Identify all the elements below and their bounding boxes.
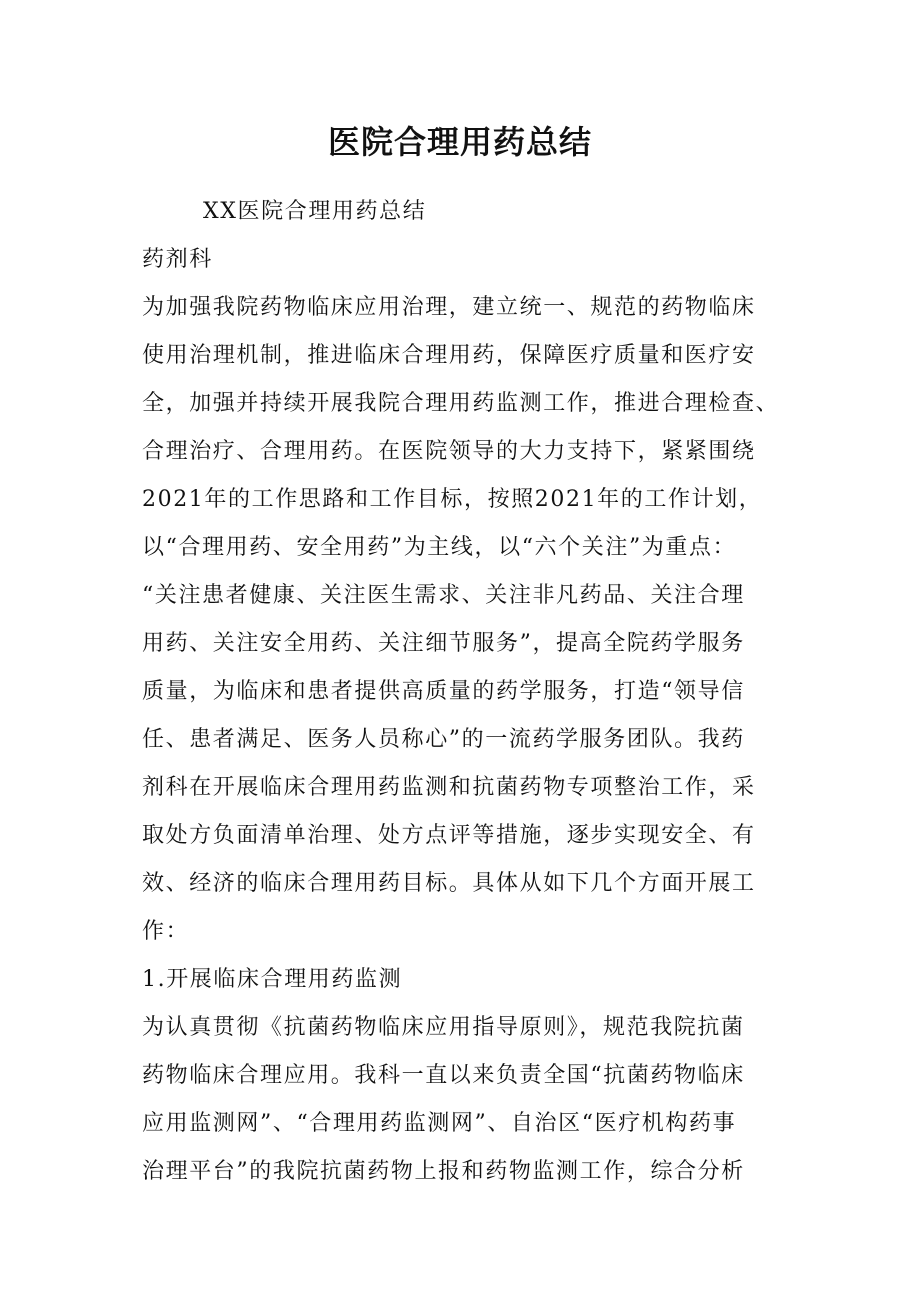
section-line: 应用监测网”、“合理用药监测网”、自治区“医疗机构药事 [142,1111,737,1136]
intro-line: 使用治理机制，推进临床合理用药，保障医疗质量和医疗安 [142,343,756,368]
intro-line: 以“合理用药、安全用药”为主线，以“六个关注”为重点： [142,535,737,560]
section-line: 药物临床合理应用。我科一直以来负责全国“抗菌药物临床 [142,1063,745,1088]
document-subtitle: XX医院合理用药总结 [203,199,427,224]
intro-line: 用药、关注安全用药、关注细节服务”，提高全院药学服务 [142,631,745,656]
intro-line: 2021年的工作思路和工作目标，按照2021年的工作计划， [142,487,763,512]
intro-line: 效、经济的临床合理用药目标。具体从如下几个方面开展工 [142,871,756,896]
intro-line: 全，加强并持续开展我院合理用药监测工作，推进合理检查、 [142,391,780,416]
section-heading: 1.开展临床合理用药监测 [142,967,403,992]
intro-line: 质量，为临床和患者提供高质量的药学服务，打造“领导信 [142,679,745,704]
intro-line: 为加强我院药物临床应用治理，建立统一、规范的药物临床 [142,295,756,320]
document-title: 医院合理用药总结 [327,123,592,161]
section-line: 治理平台”的我院抗菌药物上报和药物监测工作，综合分析 [142,1159,745,1184]
intro-line: 合理治疗、合理用药。在医院领导的大力支持下，紧紧围绕 [142,439,756,464]
intro-line: 作： [142,919,190,944]
department-label: 药剂科 [142,247,213,272]
section-line: 为认真贯彻《抗菌药物临床应用指导原则》，规范我院抗菌 [142,1015,745,1040]
intro-line: 任、患者满足、医务人员称心”的一流药学服务团队。我药 [142,727,745,752]
intro-line: 剂科在开展临床合理用药监测和抗菌药物专项整治工作，采 [142,775,756,800]
intro-line: 取处方负面清单治理、处方点评等措施，逐步实现安全、有 [142,823,756,848]
intro-line: “关注患者健康、关注医生需求、关注非凡药品、关注合理 [142,583,745,608]
